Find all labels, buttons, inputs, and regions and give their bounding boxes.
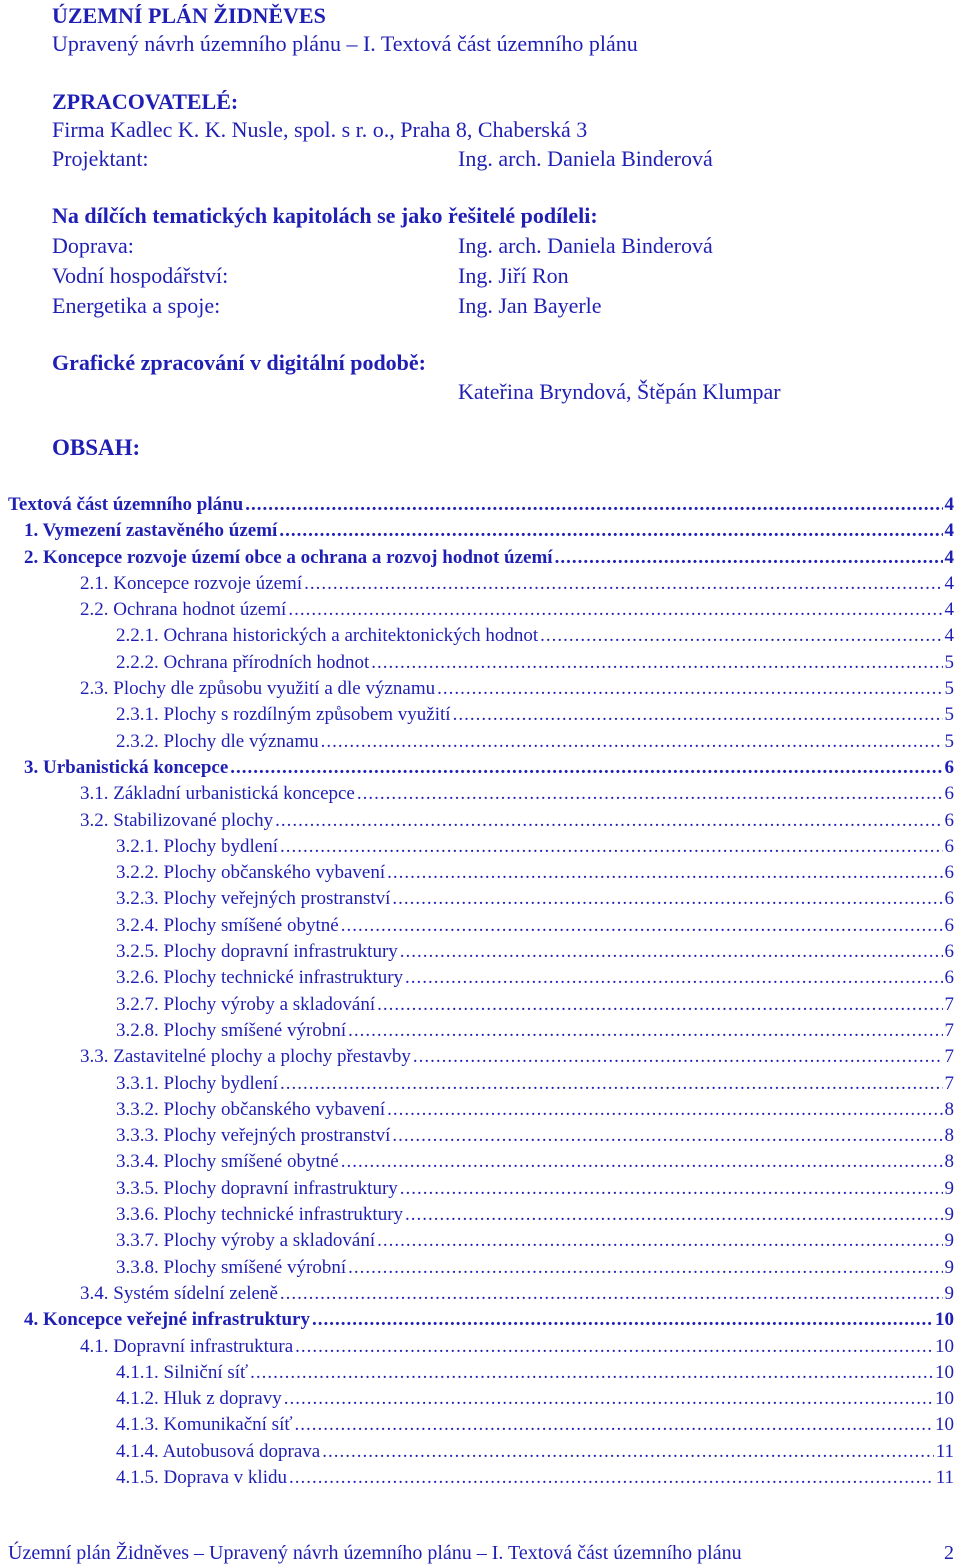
toc-dot-leader bbox=[275, 808, 942, 834]
toc-entry[interactable] bbox=[8, 623, 954, 649]
toc-entry-page: 5 bbox=[944, 678, 954, 700]
toc-entry-page: 10 bbox=[935, 1361, 954, 1383]
toc-entry-page: 4 bbox=[944, 572, 954, 594]
toc-entry-title: 3.2. Stabilizované plochy bbox=[80, 809, 274, 831]
toc-entry-title: 3.2.3. Plochy veřejných prostranství bbox=[116, 888, 391, 910]
processors-firm: Firma Kadlec K. K. Nusle, spol. s r. o., Praha 8, Chaberská 3 bbox=[52, 117, 588, 142]
toc-dot-leader bbox=[341, 913, 943, 939]
toc-entry[interactable] bbox=[8, 1018, 954, 1044]
toc-entry-title: 2.2. Ochrana hodnot území bbox=[80, 599, 287, 621]
toc-entry-page: 6 bbox=[944, 835, 954, 857]
toc-entry-title: 4.1.3. Komunikační síť bbox=[116, 1414, 293, 1436]
toc-entry-title: 3.3.5. Plochy dopravní infrastruktury bbox=[116, 1177, 398, 1199]
toc-dot-leader bbox=[437, 676, 942, 702]
toc-dot-leader bbox=[280, 834, 942, 860]
graphics-heading: Grafické zpracování v digitální podobě: bbox=[52, 350, 426, 375]
toc-entry[interactable] bbox=[8, 702, 954, 728]
toc-entry-title: 2.2.1. Ochrana historických a architektonických hodnot bbox=[116, 625, 539, 647]
toc-entry-page: 4 bbox=[944, 494, 954, 515]
toc-dot-leader bbox=[304, 571, 942, 597]
toc-dot-leader bbox=[392, 1123, 942, 1149]
toc-dot-leader bbox=[348, 1018, 942, 1044]
toc-dot-leader bbox=[321, 729, 943, 755]
toc-entry-title: 3.3.6. Plochy technické infrastruktury bbox=[116, 1204, 404, 1226]
toc-dot-leader bbox=[387, 1097, 942, 1123]
toc-entry-page: 4 bbox=[944, 520, 954, 542]
toc-entry-title: 3.2.7. Plochy výroby a skladování bbox=[116, 993, 376, 1015]
toc-entry[interactable] bbox=[8, 1149, 954, 1175]
toc-entry-title: 3.2.4. Plochy smíšené obytné bbox=[116, 914, 339, 936]
toc-entry[interactable] bbox=[8, 1412, 954, 1438]
toc-dot-leader bbox=[453, 702, 943, 728]
toc-entry-title: 3.2.6. Plochy technické infrastruktury bbox=[116, 967, 404, 989]
toc-dot-leader bbox=[230, 755, 942, 781]
toc-entry-title: 3.4. Systém sídelní zeleně bbox=[80, 1282, 278, 1304]
toc-entry-page: 6 bbox=[944, 862, 954, 884]
toc-entry-title: 4.1.2. Hluk z dopravy bbox=[116, 1388, 282, 1410]
toc-entry-title: 3.3.2. Plochy občanského vybavení bbox=[116, 1098, 386, 1120]
toc-entry-title: 3.3.4. Plochy smíšené obytné bbox=[116, 1151, 339, 1173]
table-of-contents bbox=[8, 492, 954, 1491]
toc-entry-title: 2.3.2. Plochy dle významu bbox=[116, 730, 319, 752]
toc-entry[interactable] bbox=[8, 518, 954, 544]
toc-entry-page: 10 bbox=[935, 1335, 954, 1357]
toc-entry-title: 4.1.1. Silniční síť bbox=[116, 1361, 249, 1383]
toc-entry[interactable] bbox=[8, 1228, 954, 1254]
toc-entry-title: 2.1. Koncepce rozvoje území bbox=[80, 572, 303, 594]
toc-entry-page: 11 bbox=[935, 1440, 954, 1462]
toc-entry-title: 2.3. Plochy dle způsobu využití a dle významu bbox=[80, 678, 436, 700]
toc-dot-leader bbox=[392, 886, 942, 912]
toc-entry-page: 6 bbox=[944, 888, 954, 910]
toc-entry-page: 10 bbox=[935, 1388, 954, 1410]
designer-name: Ing. arch. Daniela Binderová bbox=[458, 146, 713, 171]
toc-entry-title: 3.3.7. Plochy výroby a skladování bbox=[116, 1230, 376, 1252]
toc-dot-leader bbox=[341, 1149, 943, 1175]
toc-entry[interactable] bbox=[8, 1123, 954, 1149]
toc-dot-leader bbox=[322, 1439, 933, 1465]
toc-entry-title: 1. Vymezení zastavěného území bbox=[24, 520, 278, 542]
toc-entry[interactable] bbox=[8, 650, 954, 676]
toc-entry-title: 3.3.8. Plochy smíšené výrobní bbox=[116, 1256, 347, 1278]
toc-dot-leader bbox=[555, 545, 943, 571]
toc-dot-leader bbox=[280, 1071, 942, 1097]
toc-entry-title: 4.1.5. Doprava v klidu bbox=[116, 1466, 287, 1488]
toc-entry-title: 4.1.4. Autobusová doprava bbox=[116, 1440, 321, 1462]
toc-entry[interactable] bbox=[8, 1439, 954, 1465]
toc-entry-page: 10 bbox=[935, 1414, 954, 1436]
toc-dot-leader bbox=[377, 992, 942, 1018]
toc-entry[interactable] bbox=[8, 939, 954, 965]
graphics-names: Kateřina Bryndová, Štěpán Klumpar bbox=[458, 379, 781, 404]
toc-dot-leader bbox=[284, 1386, 933, 1412]
toc-entry-page: 7 bbox=[944, 993, 954, 1015]
toc-entry[interactable] bbox=[8, 1465, 954, 1491]
contributor-name: Ing. Jiří Ron bbox=[458, 263, 569, 288]
toc-entry[interactable] bbox=[8, 808, 954, 834]
toc-entry[interactable] bbox=[8, 781, 954, 807]
toc-entry-page: 9 bbox=[944, 1177, 954, 1199]
contributor-name: Ing. Jan Bayerle bbox=[458, 293, 602, 318]
toc-entry-page: 8 bbox=[944, 1151, 954, 1173]
toc-entry-page: 5 bbox=[944, 704, 954, 726]
toc-dot-leader bbox=[295, 1334, 933, 1360]
toc-entry-page: 10 bbox=[935, 1309, 954, 1331]
toc-entry-title: 2. Koncepce rozvoje území obce a ochrana a rozvoj hodnot území bbox=[24, 546, 553, 568]
toc-entry-title: 3.2.2. Plochy občanského vybavení bbox=[116, 862, 386, 884]
toc-entry-page: 6 bbox=[944, 914, 954, 936]
toc-entry[interactable] bbox=[8, 1386, 954, 1412]
toc-entry-title: 3.2.8. Plochy smíšené výrobní bbox=[116, 1019, 347, 1041]
footer-page-number: 2 bbox=[944, 1542, 954, 1564]
toc-dot-leader bbox=[294, 1412, 933, 1438]
document-subtitle: Upravený návrh územního plánu – I. Textová část územního plánu bbox=[52, 31, 638, 56]
toc-entry-page: 9 bbox=[944, 1204, 954, 1226]
toc-entry[interactable] bbox=[8, 571, 954, 597]
toc-entry-title: 3.3.3. Plochy veřejných prostranství bbox=[116, 1125, 391, 1147]
toc-dot-leader bbox=[250, 1360, 933, 1386]
toc-entry-page: 7 bbox=[944, 1019, 954, 1041]
toc-entry-page: 9 bbox=[944, 1256, 954, 1278]
toc-dot-leader bbox=[279, 518, 942, 544]
toc-dot-leader bbox=[288, 597, 942, 623]
processors-heading: ZPRACOVATELÉ: bbox=[52, 89, 239, 114]
toc-entry-title: 4.1. Dopravní infrastruktura bbox=[80, 1335, 294, 1357]
toc-dot-leader bbox=[357, 781, 943, 807]
toc-entry[interactable] bbox=[8, 1255, 954, 1281]
toc-entry-page: 5 bbox=[944, 730, 954, 752]
toc-entry[interactable] bbox=[8, 1334, 954, 1360]
toc-dot-leader bbox=[312, 1307, 933, 1333]
toc-entry-page: 4 bbox=[944, 546, 954, 568]
toc-entry[interactable] bbox=[8, 755, 954, 781]
toc-dot-leader bbox=[280, 1281, 943, 1307]
toc-entry-page: 6 bbox=[944, 756, 954, 778]
contents-heading: OBSAH: bbox=[52, 435, 141, 460]
toc-entry[interactable] bbox=[8, 913, 954, 939]
toc-entry-title: 3. Urbanistická koncepce bbox=[24, 756, 229, 778]
toc-entry[interactable] bbox=[8, 1202, 954, 1228]
toc-dot-leader bbox=[377, 1228, 942, 1254]
toc-entry[interactable] bbox=[8, 545, 954, 571]
toc-dot-leader bbox=[413, 1044, 943, 1070]
toc-entry-title: 4. Koncepce veřejné infrastruktury bbox=[24, 1309, 310, 1331]
toc-dot-leader bbox=[387, 860, 942, 886]
toc-entry[interactable] bbox=[8, 1176, 954, 1202]
toc-entry[interactable] bbox=[8, 597, 954, 623]
toc-entry[interactable] bbox=[8, 729, 954, 755]
toc-entry[interactable] bbox=[8, 1071, 954, 1097]
toc-entry-title: Textová část územního plánu bbox=[8, 494, 244, 515]
toc-dot-leader bbox=[371, 650, 942, 676]
toc-entry-page: 4 bbox=[944, 625, 954, 647]
toc-dot-leader bbox=[405, 1202, 942, 1228]
toc-entry-title: 2.2.2. Ochrana přírodních hodnot bbox=[116, 651, 370, 673]
toc-entry-page: 7 bbox=[944, 1072, 954, 1094]
toc-entry[interactable] bbox=[8, 1281, 954, 1307]
toc-entry-title: 3.2.5. Plochy dopravní infrastruktury bbox=[116, 941, 398, 963]
toc-dot-leader bbox=[540, 623, 942, 649]
toc-entry-title: 3.1. Základní urbanistická koncepce bbox=[80, 783, 355, 805]
toc-entry[interactable] bbox=[8, 1044, 954, 1070]
toc-dot-leader bbox=[400, 939, 943, 965]
toc-entry-page: 8 bbox=[944, 1125, 954, 1147]
contributor-label: Doprava: bbox=[52, 233, 134, 258]
contributor-label: Vodní hospodářství: bbox=[52, 263, 229, 288]
document-title: ÚZEMNÍ PLÁN ŽIDNĚVES bbox=[52, 3, 326, 28]
toc-entry-title: 2.3.1. Plochy s rozdílným způsobem využití bbox=[116, 704, 451, 726]
toc-entry[interactable] bbox=[8, 492, 954, 518]
toc-entry[interactable] bbox=[8, 676, 954, 702]
toc-entry-page: 4 bbox=[944, 599, 954, 621]
toc-entry[interactable] bbox=[8, 1097, 954, 1123]
contributor-name: Ing. arch. Daniela Binderová bbox=[458, 233, 713, 258]
toc-entry[interactable] bbox=[8, 1307, 954, 1333]
toc-entry-page: 5 bbox=[944, 651, 954, 673]
toc-entry[interactable] bbox=[8, 965, 954, 991]
toc-entry-page: 6 bbox=[944, 809, 954, 831]
toc-entry-page: 8 bbox=[944, 1098, 954, 1120]
toc-dot-leader bbox=[405, 965, 942, 991]
toc-entry[interactable] bbox=[8, 834, 954, 860]
toc-entry[interactable] bbox=[8, 860, 954, 886]
toc-entry-page: 6 bbox=[944, 941, 954, 963]
toc-entry-title: 3.2.1. Plochy bydlení bbox=[116, 835, 279, 857]
toc-entry-page: 6 bbox=[944, 783, 954, 805]
toc-entry-title: 3.3.1. Plochy bydlení bbox=[116, 1072, 279, 1094]
toc-entry[interactable] bbox=[8, 992, 954, 1018]
toc-entry-page: 7 bbox=[944, 1046, 954, 1068]
toc-entry-page: 9 bbox=[944, 1230, 954, 1252]
toc-dot-leader bbox=[348, 1255, 942, 1281]
contributor-label: Energetika a spoje: bbox=[52, 293, 221, 318]
toc-dot-leader bbox=[400, 1176, 943, 1202]
page-footer bbox=[8, 1542, 954, 1565]
toc-dot-leader bbox=[289, 1465, 934, 1491]
contributors-heading: Na dílčích tematických kapitolách se jako řešitelé podíleli: bbox=[52, 203, 598, 228]
toc-entry-page: 11 bbox=[935, 1466, 954, 1488]
toc-dot-leader bbox=[245, 492, 942, 518]
toc-entry-page: 6 bbox=[944, 967, 954, 989]
toc-entry-page: 9 bbox=[944, 1282, 954, 1304]
toc-entry[interactable] bbox=[8, 1360, 954, 1386]
footer-text: Územní plán Židněves – Upravený návrh územního plánu – I. Textová část územního plánu bbox=[8, 1542, 742, 1564]
toc-entry-title: 3.3. Zastavitelné plochy a plochy přestavby bbox=[80, 1046, 411, 1068]
designer-label: Projektant: bbox=[52, 146, 149, 171]
toc-entry[interactable] bbox=[8, 886, 954, 912]
